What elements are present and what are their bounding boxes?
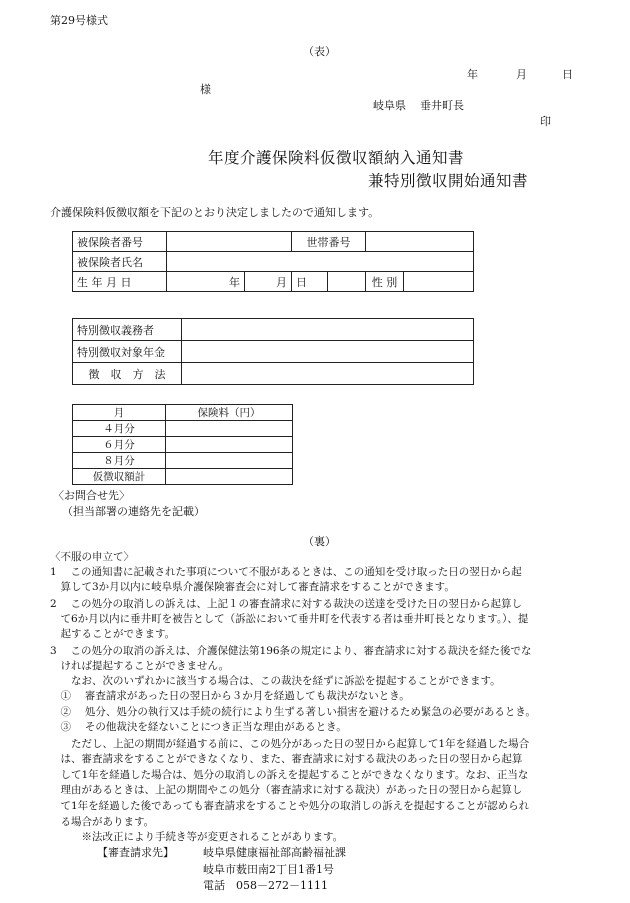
appeal-line: ① 審査請求があった日の翌日から３か月を経過しても裁決がないとき。 bbox=[50, 690, 410, 702]
appeal-line: 起することができます。 bbox=[50, 628, 176, 640]
date-year: 年 bbox=[467, 68, 478, 81]
pension-label: 特別徴収対象年金 bbox=[73, 341, 182, 363]
form-number: 第29号様式 bbox=[50, 14, 108, 27]
insured-number-label: 被保険者番号 bbox=[73, 232, 167, 252]
appeal-line: 算して3か月以内に岐阜県介護保険審査会に対して審査請求をすることができます。 bbox=[50, 581, 455, 593]
intro-text: 介護保険料仮徴収額を下記のとおり決定しましたので通知します。 bbox=[50, 206, 380, 219]
insured-name-label: 被保険者氏名 bbox=[73, 252, 167, 272]
collector-label: 特別徴収義務者 bbox=[73, 319, 182, 341]
birth-month: 月 bbox=[245, 272, 292, 292]
insured-name-value bbox=[167, 252, 474, 272]
appeal-line: ただし、上記の期間が経過する前に、この処分があった日の翌日から起算して1年を経過した場合 bbox=[50, 738, 530, 750]
gender-label: 性 別 bbox=[366, 272, 404, 292]
household-number-label: 世帯番号 bbox=[292, 232, 366, 252]
back-label: （裏） bbox=[303, 535, 336, 548]
appeal-line: ければ提起することができません。 bbox=[50, 660, 230, 672]
contact-label: 〈お問合せ先〉 bbox=[53, 489, 130, 502]
appeal-line: して1年を経過した場合は、処分の取消しの訴えを提起することができなくなります。なお、正当な bbox=[50, 769, 529, 781]
insured-info-table bbox=[72, 231, 474, 292]
review-office-label: 【審査請求先】 bbox=[97, 846, 174, 859]
premium-header: 保険料（円） bbox=[166, 405, 293, 421]
method-value bbox=[182, 363, 474, 385]
premium-table bbox=[72, 404, 293, 485]
appeal-heading: 〈不服の申立て〉 bbox=[50, 551, 134, 563]
appeal-line: ③ その他裁決を経ないことにつき正当な理由があるとき。 bbox=[50, 721, 347, 733]
date-month: 月 bbox=[516, 68, 527, 81]
appeal-line: 1 この通知書に記載された事項について不服があるときは、この通知を受け取った日の翌日から起 bbox=[50, 566, 522, 578]
appeal-line: 2 この処分の取消しの訴えは、上記１の審査請求に対する裁決の送達を受けた日の翌日から起算し bbox=[50, 598, 523, 610]
appeal-line: て1年を経過した後であっても審査請求をすることや処分の取消しの訴えを提起することが認められ bbox=[50, 800, 530, 812]
appeal-line: て6か月以内に垂井町を被告として（訴訟において垂井町を代表する者は垂井町長となります。）、提 bbox=[50, 613, 529, 625]
front-label: （表） bbox=[303, 45, 336, 58]
document-subtitle: 兼特別徴収開始通知書 bbox=[368, 172, 529, 190]
contact-note: （担当部署の連絡先を記載） bbox=[62, 505, 205, 518]
special-collection-table bbox=[72, 318, 474, 385]
issuer-prefecture: 岐阜県 bbox=[373, 99, 406, 112]
appeal-line: なお、次のいずれかに該当する場合は、この裁決を経ずに訴訟を提起することができます。 bbox=[50, 675, 501, 687]
table-row: 仮徴収額計 bbox=[73, 469, 166, 485]
appeal-line: 理由があるときは、上記の期間やこの処分（審査請求に対する裁決）があった日の翌日から起算し bbox=[50, 784, 523, 796]
review-office-name: 岐阜県健康福祉部高齢福祉課 bbox=[203, 846, 346, 859]
pension-value bbox=[182, 341, 474, 363]
document-title: 年度介護保険料仮徴収額納入通知書 bbox=[208, 149, 465, 167]
birth-year: 年 bbox=[167, 272, 245, 292]
law-change-note: ※法改正により手続き等が変更されることがあります。 bbox=[50, 831, 344, 843]
review-office-address: 岐阜市薮田南2丁目1番1号 bbox=[203, 863, 334, 876]
date-day: 日 bbox=[562, 68, 573, 81]
birth-day: 日 bbox=[292, 272, 328, 292]
insured-number-value bbox=[167, 232, 292, 252]
appeal-line: る場合があります。 bbox=[50, 816, 155, 828]
appeal-line: 3 この処分の取消の訴えは、介護保健法第196条の規定により、審査請求に対する裁決を経た後でな bbox=[50, 645, 532, 657]
table-row: ６月分 bbox=[73, 437, 166, 453]
table-row: ４月分 bbox=[73, 421, 166, 437]
month-header: 月 bbox=[73, 405, 166, 421]
issuer-seal: 印 bbox=[540, 115, 551, 128]
method-label: 徴 収 方 法 bbox=[73, 363, 182, 385]
addressee-suffix: 様 bbox=[200, 83, 211, 96]
review-office-phone: 電話 058－272－1111 bbox=[203, 879, 328, 892]
collector-value bbox=[182, 319, 474, 341]
birth-date-label: 生 年 月 日 bbox=[73, 272, 167, 292]
appeal-line: は、審査請求をすることができなくなり、また、審査請求に対する裁決のあった日の翌日から起算 bbox=[50, 753, 523, 765]
table-row: ８月分 bbox=[73, 453, 166, 469]
appeal-line: ② 処分、処分の執行又は手続の続行により生ずる著しい損害を避けるため緊急の必要があるとき。 bbox=[50, 706, 536, 718]
household-number-value bbox=[366, 232, 474, 252]
issuer-office: 垂井町長 bbox=[420, 99, 464, 112]
gender-value bbox=[404, 272, 474, 292]
